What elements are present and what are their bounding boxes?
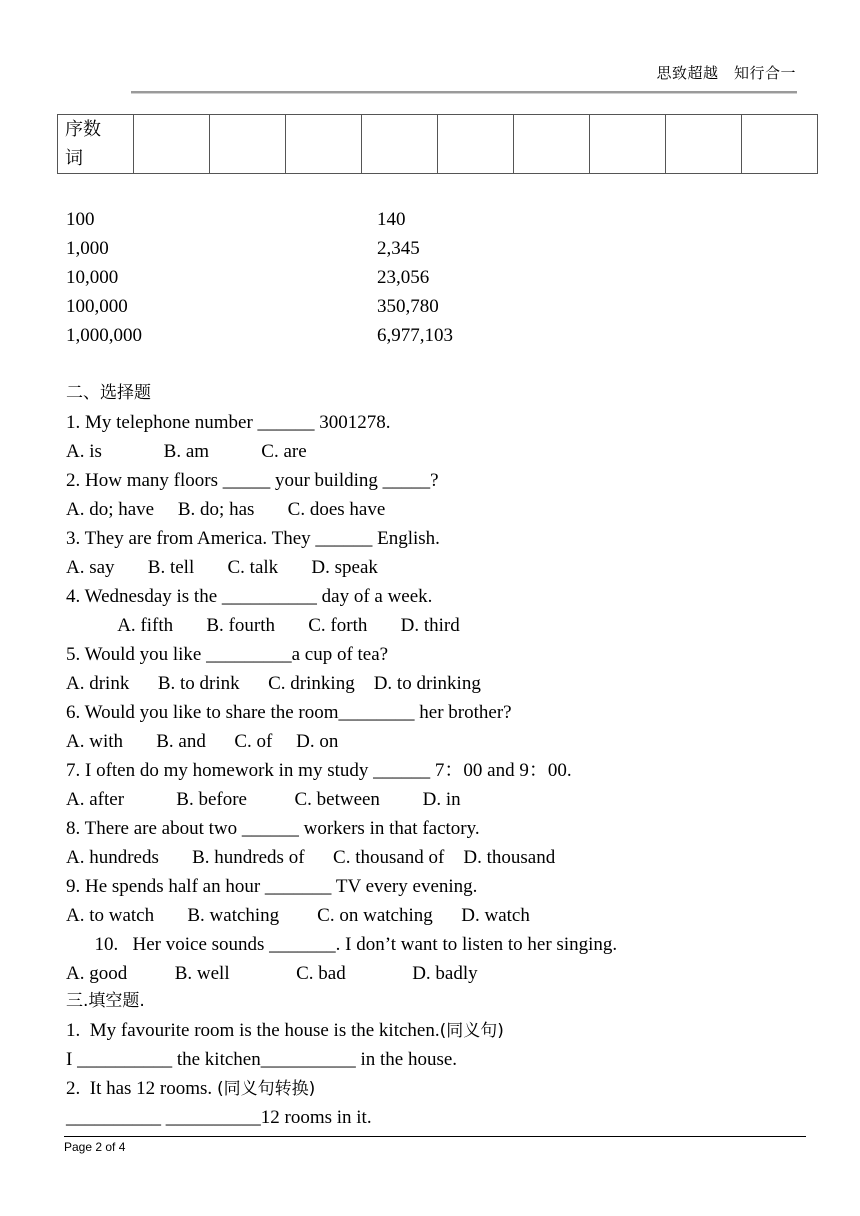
number-left-3: 10,000: [66, 267, 119, 288]
answer-cell[interactable]: [742, 115, 818, 174]
answer-cell[interactable]: [210, 115, 286, 174]
fill-question-2: [66, 1074, 315, 1104]
question-6: 6. Would you like to share the room________ her brother?: [66, 702, 512, 723]
ordinal-number-table: [57, 114, 818, 174]
fill-answer-2: __________ __________12 rooms in it.: [66, 1107, 372, 1128]
question-8: 8. There are about two ______ workers in that factory.: [66, 818, 480, 839]
question-4: 4. Wednesday is the __________ day of a week.: [66, 586, 433, 607]
question-5: 5. Would you like _________a cup of tea?: [66, 644, 389, 665]
question-2: 2. How many floors _____ your building _____?: [66, 470, 439, 491]
header-title: 思致超越 知行合一: [656, 64, 796, 82]
options-6: A. with B. and C. of D. on: [66, 731, 339, 752]
number-right-1: 140: [377, 209, 406, 230]
question-10: 10. Her voice sounds _______. I don’t want to listen to her singing.: [66, 934, 618, 955]
table-label: 序数 词: [65, 119, 101, 169]
question-1: 1. My telephone number ______ 3001278.: [66, 412, 391, 433]
answer-cell[interactable]: [438, 115, 514, 174]
options-5: A. drink B. to drink C. drinking D. to drinking: [66, 673, 481, 694]
number-left-2: 1,000: [66, 238, 109, 259]
fill-question-1-text: 1. My favourite room is the house is the kitchen.: [66, 1020, 440, 1041]
question-3: 3. They are from America. They ______ English.: [66, 528, 440, 549]
number-right-3: 23,056: [377, 267, 430, 288]
header-divider: [131, 91, 797, 94]
options-9: A. to watch B. watching C. on watching D. watch: [66, 905, 530, 926]
options-8: A. hundreds B. hundreds of C. thousand of D. thousand: [66, 847, 556, 868]
number-right-2: 2,345: [377, 238, 420, 259]
section-heading-multiple-choice: 二、选择题: [66, 383, 151, 403]
options-10: A. good B. well C. bad D. badly: [66, 963, 478, 984]
number-right-4: 350,780: [377, 296, 439, 317]
answer-cell[interactable]: [514, 115, 590, 174]
number-right-5: 6,977,103: [377, 325, 453, 346]
options-4: A. fifth B. fourth C. forth D. third: [66, 615, 460, 636]
options-3: A. say B. tell C. talk D. speak: [66, 557, 378, 578]
answer-cell[interactable]: [134, 115, 210, 174]
options-1: A. is B. am C. are: [66, 441, 307, 462]
table-label-cell: [58, 115, 134, 174]
question-9: 9. He spends half an hour _______ TV every evening.: [66, 876, 478, 897]
page-number: Page 2 of 4: [64, 1140, 126, 1154]
footer-divider: [64, 1136, 806, 1137]
number-left-4: 100,000: [66, 296, 128, 317]
section-heading-fill-blank: 三.填空题.: [66, 991, 145, 1011]
number-left-1: 100: [66, 209, 95, 230]
fill-question-2-text: 2. It has 12 rooms.: [66, 1078, 217, 1099]
answer-cell[interactable]: [666, 115, 742, 174]
answer-cell[interactable]: [286, 115, 362, 174]
answer-cell[interactable]: [590, 115, 666, 174]
options-7: A. after B. before C. between D. in: [66, 789, 461, 810]
question-7: 7. I often do my homework in my study ______ 7：00 and 9：00.: [66, 760, 572, 781]
fill-question-2-note: (同义句转换): [216, 1079, 316, 1099]
fill-answer-1: I __________ the kitchen__________ in the house.: [66, 1049, 458, 1070]
number-left-5: 1,000,000: [66, 325, 142, 346]
fill-question-1: [66, 1016, 504, 1046]
table-row: [58, 115, 818, 174]
fill-question-1-note: (同义句): [439, 1021, 504, 1041]
answer-cell[interactable]: [362, 115, 438, 174]
options-2: A. do; have B. do; has C. does have: [66, 499, 386, 520]
